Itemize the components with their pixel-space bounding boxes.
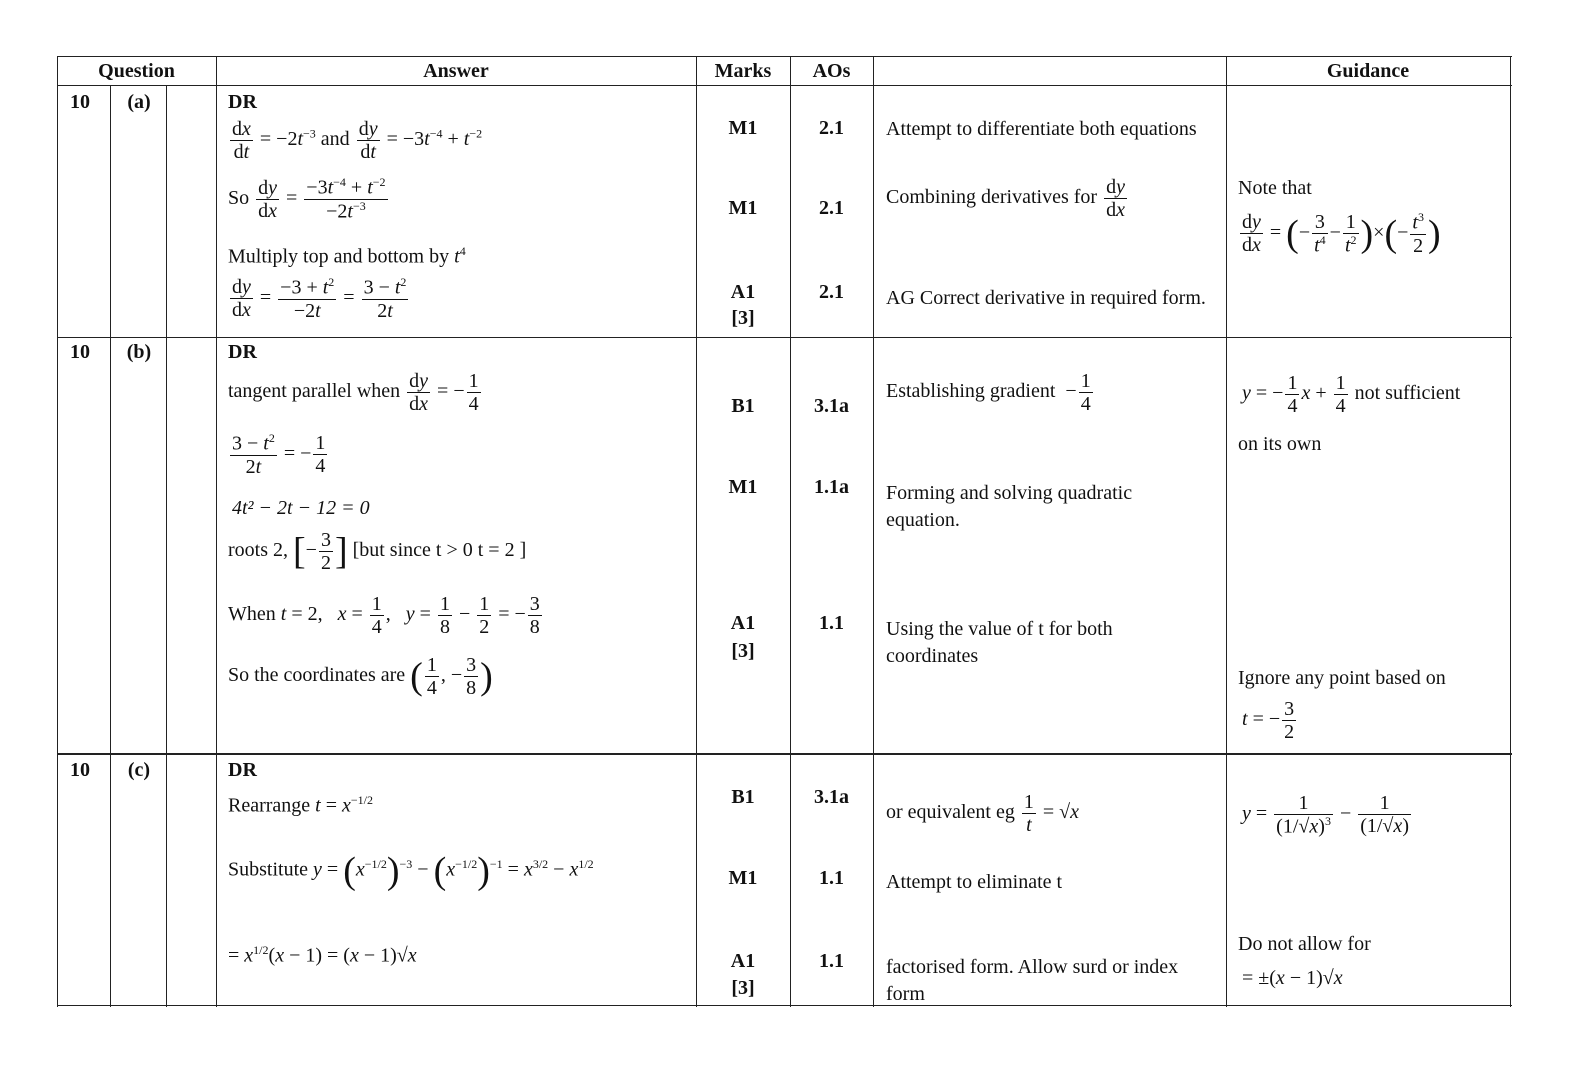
header-question: Question (98, 60, 175, 82)
ao: 1.1a (814, 476, 849, 498)
mark: A1 (730, 612, 756, 634)
comment: or equivalent eg $\frac{1}{t}$ = √x (886, 791, 1079, 836)
answer-line-rearrange: Rearrange $t = x^{-1/2}$ (228, 793, 374, 817)
ao: 3.1a (814, 786, 849, 808)
mark-total: [3] (731, 307, 755, 329)
guidance-formula: t = − $\frac{3}{2}$ (1242, 698, 1295, 743)
header-marks: Marks (714, 60, 772, 82)
comment: Attempt to eliminate t (886, 871, 1063, 893)
question-part: (c) (127, 759, 151, 781)
ao: 2.1 (819, 281, 844, 303)
answer-line-tangent: tangent parallel when $\frac{dy}{dx}$ = − $\frac{1}{4}$ (228, 370, 479, 415)
mark: A1 (730, 281, 756, 303)
grid-line (216, 56, 217, 1007)
comment: factorised form. Allow surd or index form (886, 956, 1179, 1005)
comment: AG Correct derivative in required form. (886, 287, 1206, 309)
comment: Attempt to differentiate both equations (886, 118, 1197, 140)
mark-total: [3] (731, 977, 755, 999)
guidance-formula: y = − $\frac{1}{4}$ x + $\frac{1}{4}$ not sufficient (1242, 372, 1461, 417)
guidance-note: on its own (1238, 433, 1322, 455)
answer-line-substitute: Substitute $y = (x^{-1/2})^{-3} - (x^{-1/2})^{-1} = x^{3/2} - x^{1/2}$ (228, 850, 594, 892)
answer-line-quadratic: 4t² − 2t − 12 = 0 (232, 497, 370, 519)
ao: 2.1 (819, 197, 844, 219)
ao: 1.1 (819, 950, 844, 972)
ao: 2.1 (819, 117, 844, 139)
ao: 1.1 (819, 612, 844, 634)
mark: A1 (730, 950, 756, 972)
grid-line (166, 85, 167, 1007)
grid-line (1510, 56, 1511, 1007)
question-number: 10 (70, 91, 90, 113)
answer-line-derivatives: $\frac{dx}{dt}$ = $-2t^{-3}$ and $\frac{dy}{dt}$ = $-3t^{-4} + t^{-2}$ (232, 118, 483, 163)
guidance-formula: = ±(x − 1)√x (1242, 967, 1343, 989)
dr-label: DR (228, 341, 257, 363)
mark: B1 (731, 786, 755, 808)
comment: Combining derivatives for $\frac{dy}{dx}$ (886, 176, 1125, 221)
ao: 1.1 (819, 867, 844, 889)
answer-line-when: When t = 2, x = $\frac{1}{4}$ , y = $\frac{1}{8}$ − $\frac{1}{2}$ = − $\frac{3}{8}$ (228, 593, 540, 638)
ao: 3.1a (814, 395, 849, 417)
grid-line (57, 85, 1512, 86)
mark: B1 (731, 395, 755, 417)
grid-line (57, 337, 1512, 338)
mark: M1 (728, 476, 758, 498)
mark-total: [3] (731, 640, 755, 662)
question-number: 10 (70, 759, 90, 781)
answer-line-result: $\frac{dy}{dx}$ = $\frac{-3 + t^2}{-2t}$ = $\frac{3 - t^2}{2t}$ (232, 275, 407, 322)
guidance-note: Note that (1238, 177, 1312, 199)
guidance-note: Do not allow for (1238, 933, 1371, 955)
grid-line (57, 753, 1512, 755)
question-number: 10 (70, 341, 90, 363)
grid-line (110, 85, 111, 1007)
grid-line (57, 56, 1512, 57)
header-answer: Answer (423, 60, 489, 82)
answer-line-combine: So $\frac{dy}{dx}$ = $\frac{-3t^{-4} + t^{-2}}{-2t^{-3}}$ (228, 175, 386, 223)
comment: Forming and solving quadratic equation. (886, 482, 1133, 531)
grid-line (873, 56, 874, 1007)
answer-line-coordinates: So the coordinates are ( $\frac{1}{4}$ , − $\frac{3}{8}$ ) (228, 654, 493, 699)
grid-line (57, 1005, 1512, 1006)
comment: Establishing gradient − $\frac{1}{4}$ (886, 370, 1091, 415)
answer-line-factorised: = $x^{1/2}(x - 1) = (x - 1)√x$ (228, 943, 417, 967)
dr-label: DR (228, 91, 257, 113)
guidance-formula: y = $\frac{1}{(1/√x)^3}$ − $\frac{1}{(1/√x)}$ (1242, 792, 1409, 838)
header-guidance: Guidance (1326, 60, 1410, 82)
grid-line (1226, 56, 1227, 1007)
mark: M1 (728, 867, 758, 889)
comment: Using the value of t for both coordinates (886, 618, 1113, 667)
answer-line-roots: roots 2, [− $\frac{3}{2}$ ] [but since t > 0 t = 2 ] (228, 529, 527, 574)
mark-scheme-table (57, 56, 1512, 1007)
question-part: (a) (127, 91, 151, 113)
header-aos: AOs (812, 60, 851, 82)
answer-line-equate: $\frac{3 - t^2}{2t}$ = − $\frac{1}{4}$ (232, 431, 326, 478)
grid-line (57, 56, 58, 1007)
dr-label: DR (228, 759, 257, 781)
guidance-note: Ignore any point based on (1238, 667, 1446, 689)
mark: M1 (728, 197, 758, 219)
answer-line-multiply: Multiply top and bottom by $t^4$ (228, 244, 466, 268)
question-part: (b) (126, 341, 152, 363)
guidance-formula: $\frac{dy}{dx}$ = (− $\frac{3}{t^4}$ − $\frac{1}{t^2}$ )×(− $\frac{t^3}{2}$ ) (1242, 210, 1441, 257)
mark: M1 (728, 117, 758, 139)
